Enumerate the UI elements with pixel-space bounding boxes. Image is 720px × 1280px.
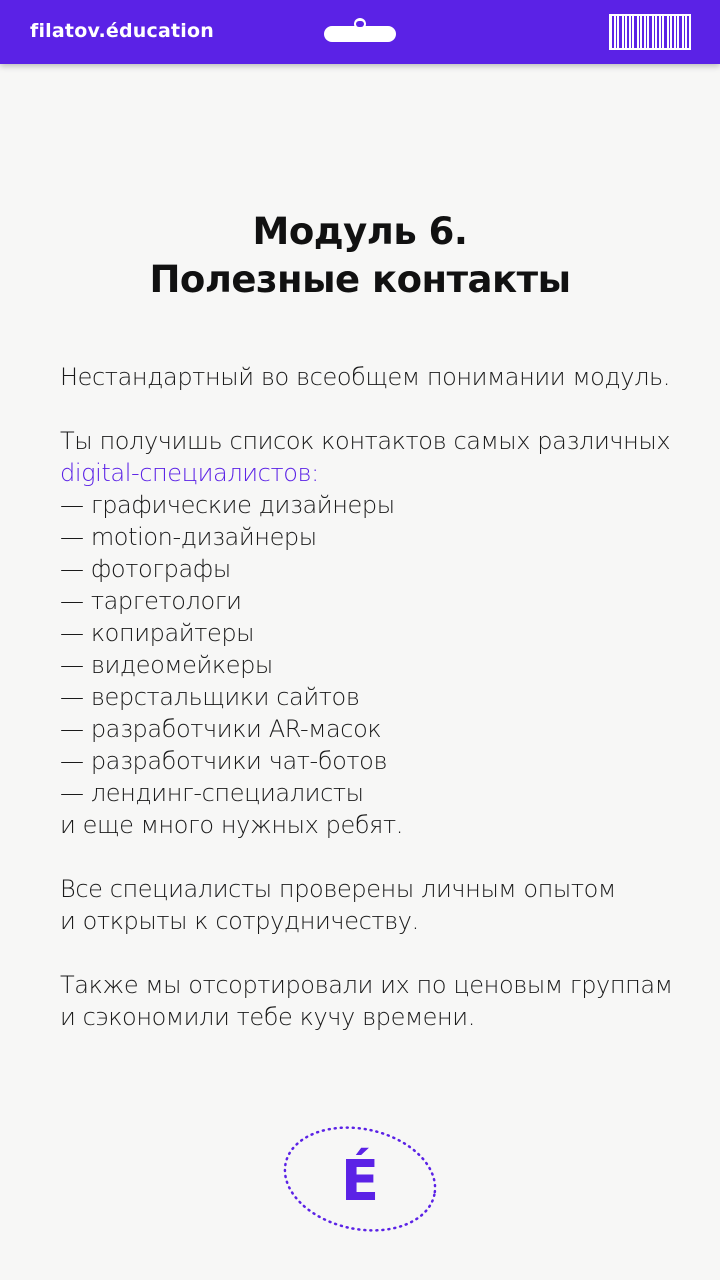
list-item: — разработчики AR-масок [60,715,382,743]
barcode-icon [609,14,691,50]
list-item: — таргетологи [60,587,242,615]
list-item: — видеомейкеры [60,651,273,679]
e-acute-logo-icon [280,1124,440,1234]
intro-text: Нестандартный во всеобщем понимании модуль. [60,363,670,391]
verified-text-line-2: и открыты к сотрудничеству. [60,907,419,935]
hanger-tag-icon [324,16,396,44]
module-description [60,361,690,1033]
sorted-text-line-1: Также мы отсортировали их по ценовым группам [60,971,673,999]
list-outro-text: и еще много нужных ребят. [60,811,403,839]
verified-text-line-1: Все специалисты проверены личным опытом [60,875,616,903]
brand-logo-text: filatov.éducation [30,20,214,42]
top-bar [0,0,720,64]
list-item: — лендинг-специалисты [60,779,364,807]
list-item: — копирайтеры [60,619,255,647]
sorted-text-line-2: и сэкономили тебе кучу времени. [60,1003,475,1031]
page-title [0,208,720,304]
title-line-1: Модуль 6. [252,210,468,253]
title-line-2: Полезные контакты [149,258,571,301]
list-item: — графические дизайнеры [60,491,395,519]
list-item: — разработчики чат-ботов [60,747,388,775]
list-item: — верстальщики сайтов [60,683,360,711]
list-item: — motion-дизайнеры [60,523,317,551]
logo-letter: É [340,1149,380,1214]
list-intro-text: Ты получишь список контактов самых различных [60,427,671,455]
list-intro-accent: digital-специалистов: [60,459,319,487]
list-item: — фотографы [60,555,231,583]
